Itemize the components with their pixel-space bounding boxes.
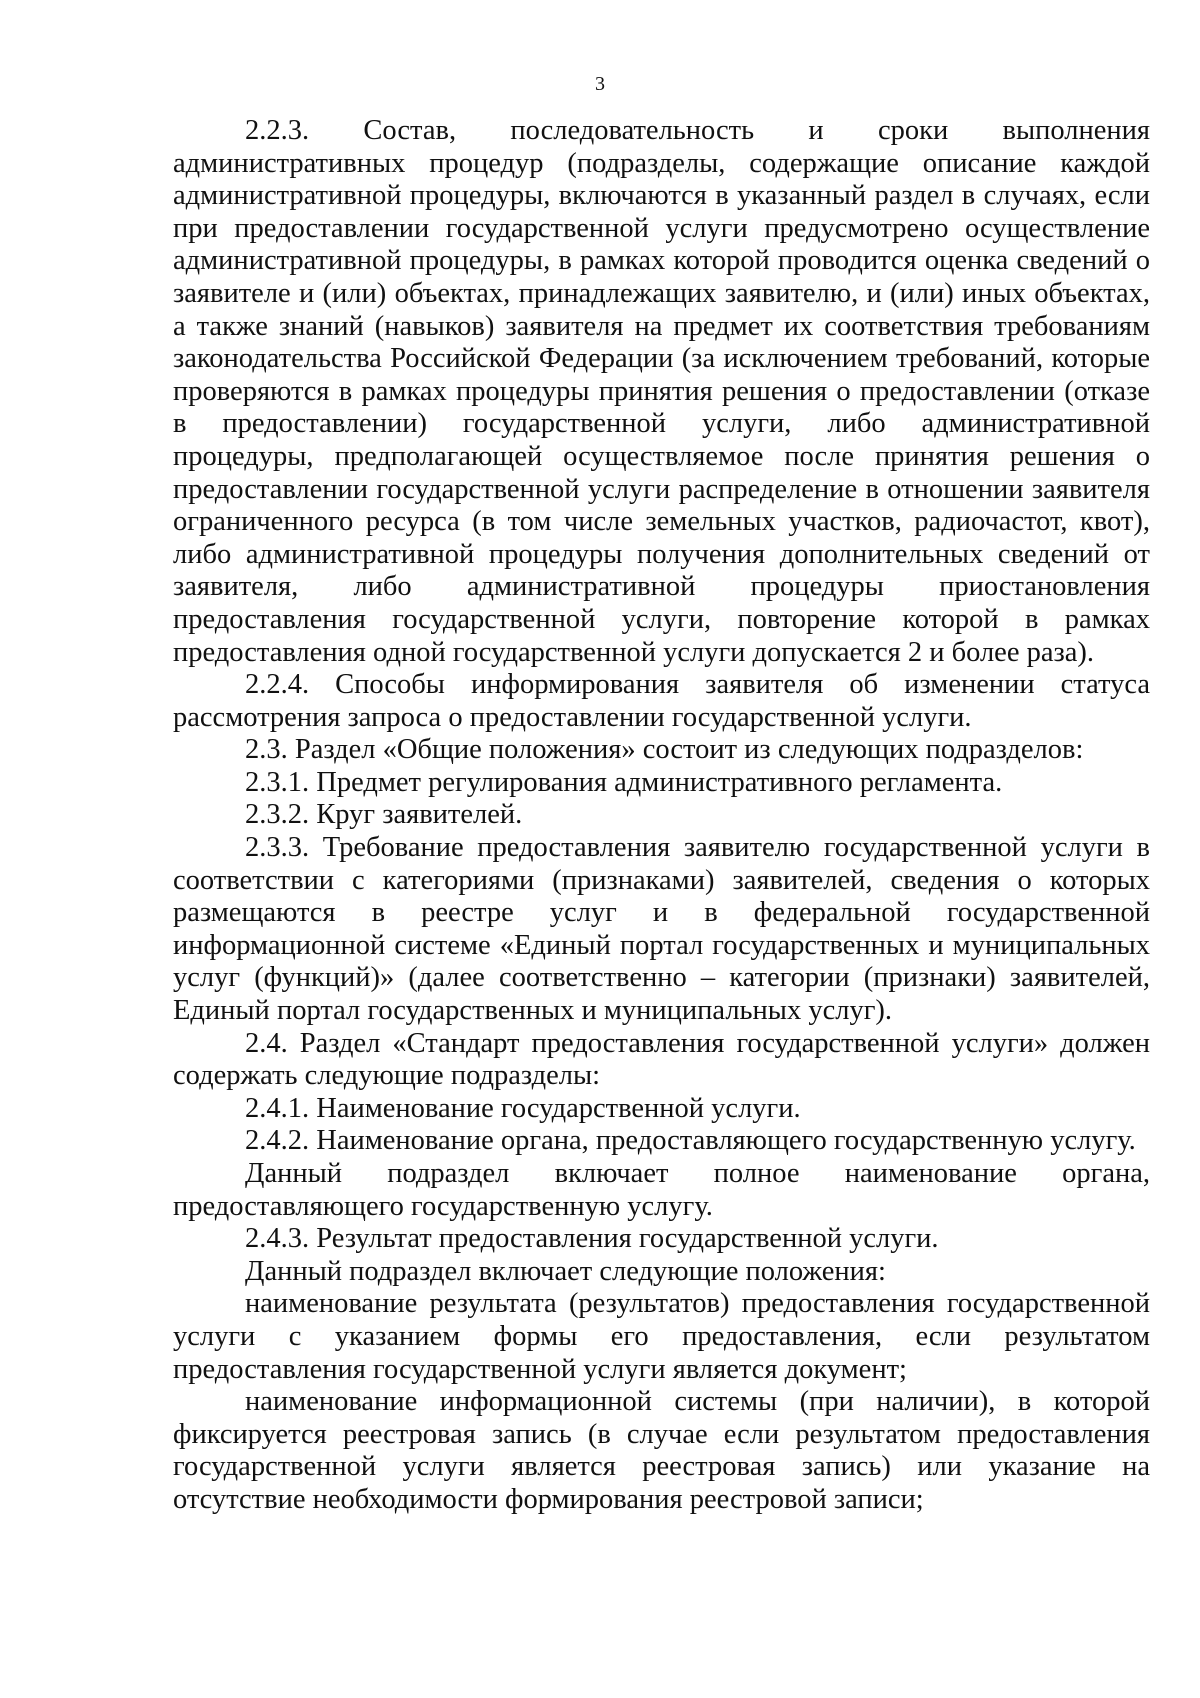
- paragraph-2-4-3-intro: Данный подраздел включает следующие положения:: [245, 1255, 886, 1287]
- paragraph-2-2-3: 2.2.3. Состав, последовательность и сроки выполнения административных процедур (подразделы, содержащие описание каждой административной процедуры, включаются в указанный раздел в случаях, если при предоставлении государственной услуги предусмотрено осуществление административной процедуры, в рамках которой проводится оценка сведений о заявителе и (или) объектах, принадлежащих заявителю, и (или) иных объектах, а также знаний (навыков) заявителя на предмет их соответствия требованиям законодательства Российской Федерации (за исключением требований, которые проверяются в рамках процедуры принятия решения о предоставлении (отказе в предоставлении) государственной услуги, либо административной процедуры, предполагающей осуществляемое после принятия решения о предоставлении государственной услуги распределение в отношении заявителя ограниченного ресурса (в том числе земельных участков, радиочастот, квот), либо административной процедуры получения дополнительных сведений от заявителя, либо административной процедуры приостановления предоставления государственной услуги, повторение которой в рамках предоставления одной государственной услуги допускается 2 и более раза).: [173, 115, 1150, 668]
- document-body: [173, 115, 1150, 1517]
- paragraph-info-system: наименование информационной системы (при наличии), в которой фиксируется реестровая запись (в случае если результатом предоставления государственной услуги является реестровая запись) или указание на отсутствие необходимости формирования реестровой записи;: [173, 1386, 1150, 1515]
- paragraph-2-4-2: 2.4.2. Наименование органа, предоставляющего государственную услугу.: [245, 1125, 1136, 1157]
- paragraph-2-3-3: 2.3.3. Требование предоставления заявителю государственной услуги в соответствии с категориями (признаками) заявителей, сведения о которых размещаются в реестре услуг и в федеральной государственной информационной системе «Единый портал государственных и муниципальных услуг (функций)» (далее соответственно – категории (признаки) заявителей, Единый портал государственных и муниципальных услуг).: [173, 832, 1150, 1027]
- page-number: 3: [595, 73, 605, 95]
- paragraph-2-3: 2.3. Раздел «Общие положения» состоит из следующих подразделов:: [245, 734, 1084, 766]
- paragraph-2-4-2-detail: Данный подраздел включает полное наименование органа, предоставляющего государственную услугу.: [173, 1158, 1150, 1222]
- paragraph-2-3-2: 2.3.2. Круг заявителей.: [245, 799, 523, 831]
- paragraph-result-name: наименование результата (результатов) предоставления государственной услуги с указанием формы его предоставления, если результатом предоставления государственной услуги является документ;: [173, 1288, 1150, 1385]
- paragraph-2-4-3: 2.4.3. Результат предоставления государственной услуги.: [245, 1223, 939, 1255]
- paragraph-2-4: 2.4. Раздел «Стандарт предоставления государственной услуги» должен содержать следующие подразделы:: [173, 1027, 1150, 1092]
- paragraph-2-3-1: 2.3.1. Предмет регулирования административного регламента.: [245, 766, 1003, 798]
- paragraph-2-2-4: 2.2.4. Способы информирования заявителя об изменении статуса рассмотрения запроса о предоставлении государственной услуги.: [173, 669, 1150, 733]
- paragraph-2-4-1: 2.4.1. Наименование государственной услуги.: [245, 1092, 801, 1124]
